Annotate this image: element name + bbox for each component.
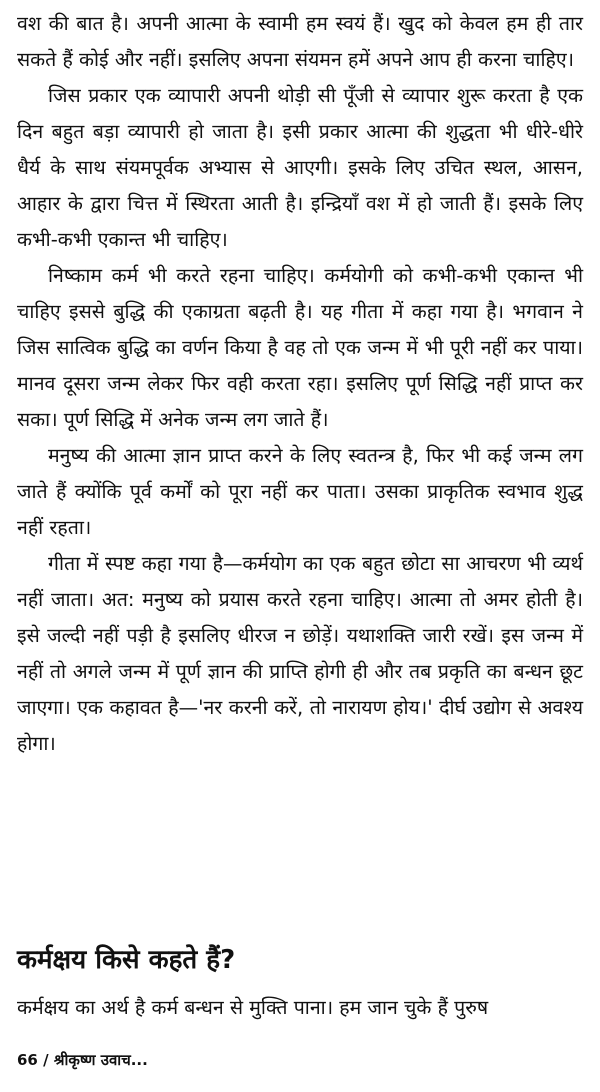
paragraph-1: वश की बात है। अपनी आत्मा के स्वामी हम स्वयं हैं। खुद को केवल हम ही तार सकते हैं कोई और नहीं। इसलिए अपना संयमन हमें अपने आप ही करना चाहिए।: [17, 12, 583, 71]
book-title: श्रीकृष्ण उवाच...: [53, 1051, 148, 1069]
paragraph-3: निष्काम कर्म भी करते रहना चाहिए। कर्मयोगी को कभी-कभी एकान्त भी चाहिए इससे बुद्धि की एकाग्रता बढ़ती है। यह गीता में कहा गया है। भगवान ने जिस सात्विक बुद्धि का वर्णन किया है वह तो एक जन्म में भी पूरी नहीं कर पाया। मानव दूसरा जन्म लेकर फिर वही करता रहा। इसलिए पूर्ण सिद्धि नहीं प्राप्त कर सका। पूर्ण सिद्धि में अनेक जन्म लग जाते हैं।: [17, 264, 583, 431]
page-body: [17, 6, 583, 762]
page-footer: [17, 1050, 148, 1070]
section-heading: कर्मक्षय किसे कहते हैं?: [17, 945, 236, 975]
section-first-line: कर्मक्षय का अर्थ है कर्म बन्धन से मुक्ति पाना। हम जान चुके हैं पुरुष: [17, 996, 489, 1019]
paragraph-5: गीता में स्पष्ट कहा गया है—कर्मयोग का एक बहुत छोटा सा आचरण भी व्यर्थ नहीं जाता। अत: मनुष्य को प्रयास करते रहना चाहिए। आत्मा तो अमर होती है। इसे जल्दी नहीं पड़ी है इसलिए धीरज न छोड़ें। यथाशक्ति जारी रखें। इस जन्म में नहीं तो अगले जन्म में पूर्ण ज्ञान की प्राप्ति होगी ही और तब प्रकृति का बन्धन छूट जाएगा। एक कहावत है—'नर करनी करें, तो नारायण होय।' दीर्घ उद्योग से अवश्य होगा।: [17, 552, 583, 755]
page-number: 66: [17, 1051, 38, 1069]
footer-separator: /: [43, 1051, 49, 1069]
paragraph-4: मनुष्य की आत्मा ज्ञान प्राप्त करने के लिए स्वतन्त्र है, फिर भी कई जन्म लग जाते हैं क्योंकि पूर्व कर्मों को पूरा नहीं कर पाता। उसका प्राकृतिक स्वभाव शुद्ध नहीं रहता।: [17, 444, 583, 539]
paragraph-2: जिस प्रकार एक व्यापारी अपनी थोड़ी सी पूँजी से व्यापार शुरू करता है एक दिन बहुत बड़ा व्यापारी हो जाता है। इसी प्रकार आत्मा की शुद्धता भी धीरे-धीरे धैर्य के साथ संयमपूर्वक अभ्यास से आएगी। इसके लिए उचित स्थल, आसन, आहार के द्वारा चित्त में स्थिरता आती है। इन्द्रियाँ वश में हो जाती हैं। इसके लिए कभी-कभी एकान्त भी चाहिए।: [17, 84, 583, 251]
